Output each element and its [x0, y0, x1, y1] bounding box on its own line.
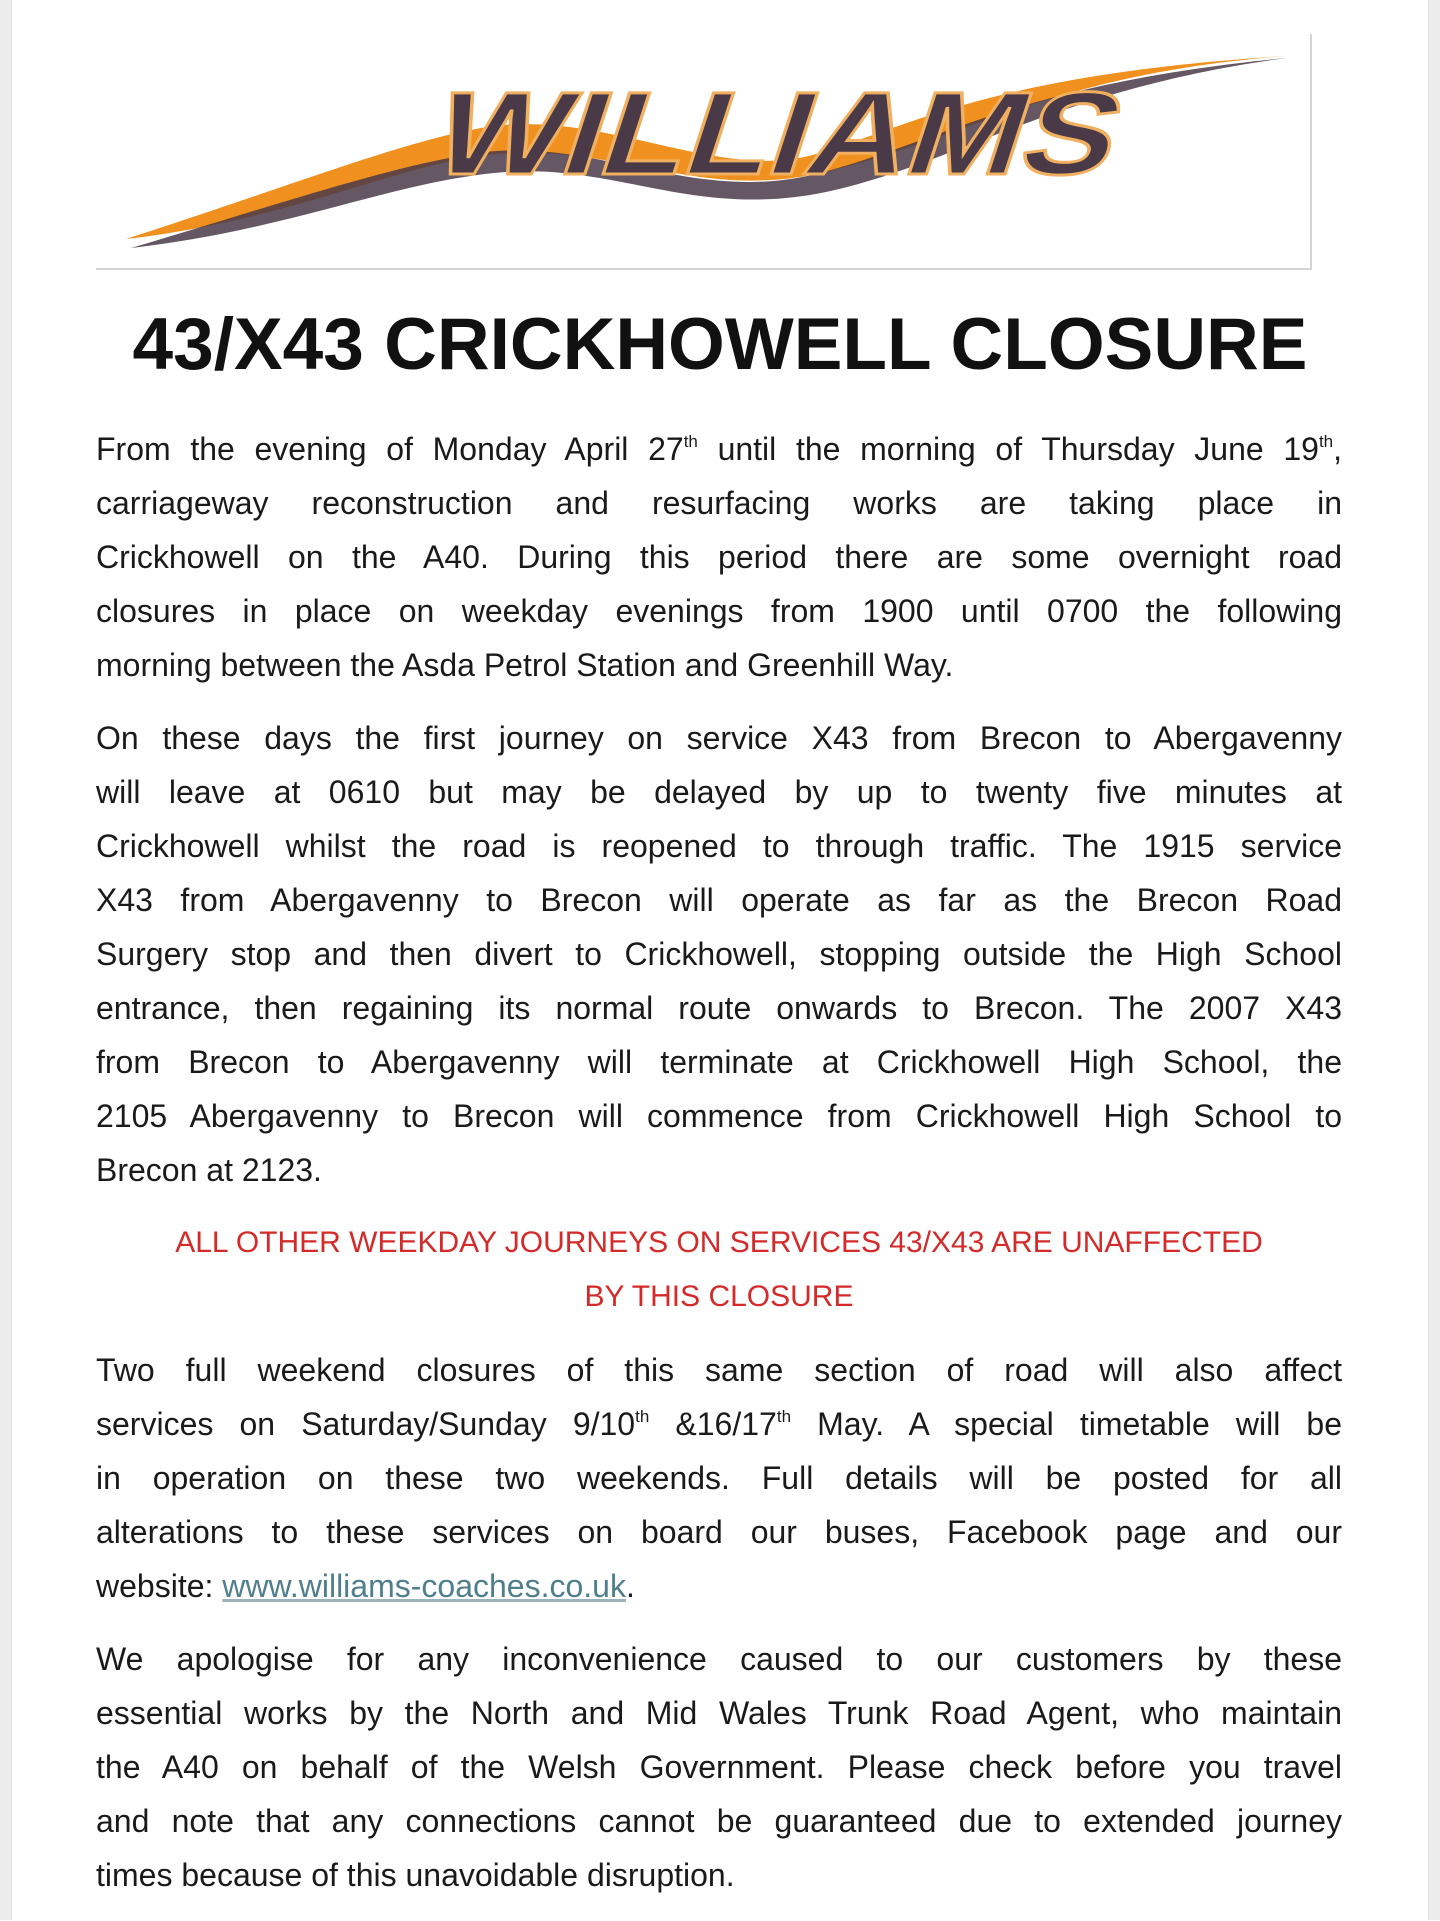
text-segment: X43 from Abergavenny to Brecon will operate as far as the Brecon Road — [96, 882, 1342, 918]
text-line — [96, 1035, 1342, 1089]
text-segment: May. A special timetable will be — [791, 1406, 1343, 1442]
text-line — [96, 1143, 1342, 1197]
text-segment: Two full weekend closures of this same section of road will also affect — [96, 1352, 1342, 1388]
text-line — [96, 638, 1342, 692]
text-segment: essential works by the North and Mid Wales Trunk Road Agent, who maintain — [96, 1695, 1342, 1731]
text-line — [96, 873, 1342, 927]
page-edge-left — [0, 0, 12, 1920]
paragraph — [96, 711, 1342, 1197]
text-line — [96, 819, 1342, 873]
ordinal-superscript: th — [1318, 432, 1334, 451]
text-segment: morning between the Asda Petrol Station and Greenhill Way. — [96, 647, 954, 683]
text-segment: carriageway reconstruction and resurfacing works are taking place in — [96, 485, 1342, 521]
ordinal-superscript: th — [776, 1407, 792, 1426]
text-segment: the A40 on behalf of the Welsh Government. Please check before you travel — [96, 1749, 1342, 1785]
text-line — [96, 1397, 1342, 1451]
text-segment: ALL OTHER WEEKDAY JOURNEYS ON SERVICES 43/X43 ARE UNAFFECTED — [175, 1226, 1263, 1259]
text-segment: in operation on these two weekends. Full details will be posted for all — [96, 1460, 1342, 1496]
text-line — [96, 1216, 1342, 1270]
ordinal-superscript: th — [635, 1407, 650, 1426]
text-line — [96, 1505, 1342, 1559]
text-line — [96, 1632, 1342, 1686]
text-segment: From the evening of Monday April 27 — [96, 431, 684, 467]
text-line — [96, 1270, 1342, 1324]
text-segment: Crickhowell whilst the road is reopened to through traffic. The 1915 service — [96, 828, 1342, 864]
text-line — [96, 1848, 1342, 1902]
text-line — [96, 422, 1342, 476]
text-line — [96, 1343, 1342, 1397]
williams-logo-graphic — [96, 34, 1310, 268]
paragraph — [96, 1343, 1342, 1613]
page-title: 43/X43 CRICKHOWELL CLOSURE — [132, 304, 1308, 385]
text-line — [96, 1559, 1342, 1613]
text-segment: . — [625, 1568, 635, 1604]
text-segment: BY THIS CLOSURE — [584, 1280, 854, 1313]
page-edge-right — [1428, 0, 1440, 1920]
text-segment: &16/17 — [649, 1406, 777, 1442]
notice-body — [96, 422, 1342, 1921]
logo-wordmark: WILLIAMS — [417, 66, 1045, 200]
text-line — [96, 981, 1342, 1035]
unaffected-notice — [96, 1216, 1342, 1324]
text-line — [96, 1089, 1342, 1143]
text-segment: closures in place on weekday evenings from 1900 until 0700 the following — [96, 593, 1342, 629]
text-segment: times because of this unavoidable disruption. — [96, 1857, 735, 1893]
text-segment: Surgery stop and then divert to Crickhowell, stopping outside the High School — [96, 936, 1342, 972]
text-segment: , — [1333, 431, 1343, 467]
website-link[interactable]: www.williams-coaches.co.uk — [222, 1568, 626, 1604]
text-segment: until the morning of Thursday June 19 — [697, 431, 1319, 467]
text-segment: Crickhowell on the A40. During this period there are some overnight road — [96, 539, 1342, 575]
text-segment: Brecon at 2123. — [96, 1152, 322, 1188]
text-line — [96, 1740, 1342, 1794]
text-segment: alterations to these services on board our buses, Facebook page and our — [96, 1514, 1342, 1550]
text-line — [96, 927, 1342, 981]
text-line — [96, 765, 1342, 819]
text-line — [96, 476, 1342, 530]
williams-logo — [96, 34, 1312, 270]
ordinal-superscript: th — [683, 432, 698, 451]
paragraph — [96, 1632, 1342, 1902]
text-segment: from Brecon to Abergavenny will terminate at Crickhowell High School, the — [96, 1044, 1342, 1080]
paragraph — [96, 422, 1342, 692]
text-line — [96, 1451, 1342, 1505]
text-segment: entrance, then regaining its normal route onwards to Brecon. The 2007 X43 — [96, 990, 1342, 1026]
text-line — [96, 1794, 1342, 1848]
text-segment: services on Saturday/Sunday 9/10 — [96, 1406, 636, 1442]
text-segment: On these days the first journey on service X43 from Brecon to Abergavenny — [96, 720, 1342, 756]
text-line — [96, 1686, 1342, 1740]
text-line — [96, 711, 1342, 765]
text-segment: will leave at 0610 but may be delayed by up to twenty five minutes at — [96, 774, 1342, 810]
text-line — [96, 584, 1342, 638]
text-line — [96, 530, 1342, 584]
text-segment: We apologise for any inconvenience caused to our customers by these — [96, 1641, 1342, 1677]
text-segment: 2105 Abergavenny to Brecon will commence from Crickhowell High School to — [96, 1098, 1342, 1134]
text-segment: and note that any connections cannot be guaranteed due to extended journey — [96, 1803, 1342, 1839]
text-segment: website: — [96, 1568, 223, 1604]
